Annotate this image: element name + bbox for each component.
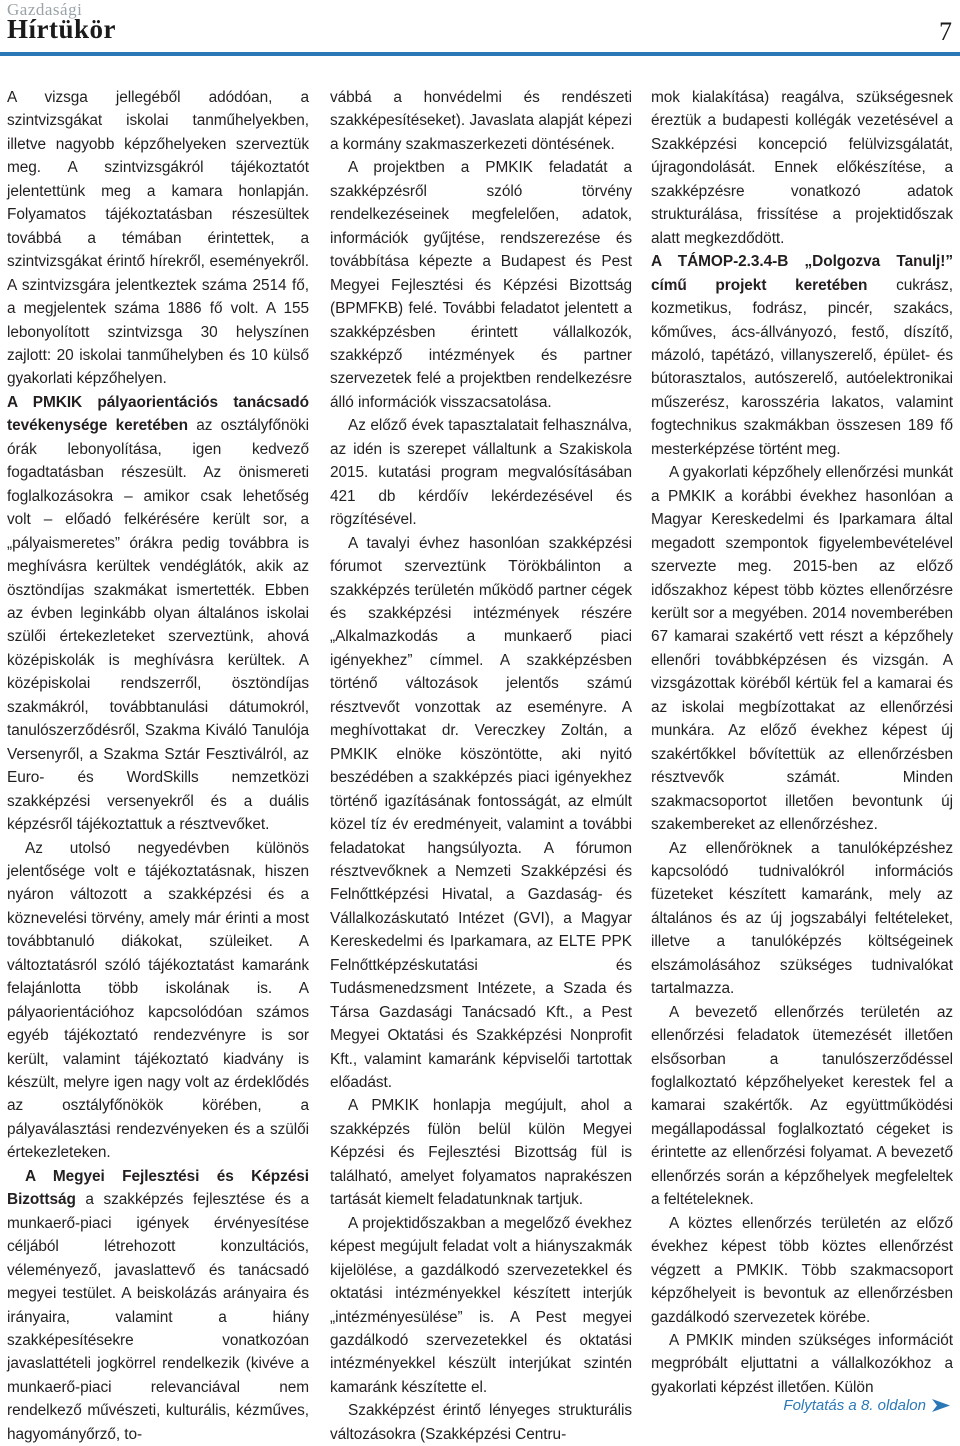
paragraph: A projektidőszakban a megelőző évekhez képest megújult feladat volt a hiányszakmák kijelölése, a gazdálkodó szervezetekkel és oktatási intézményekkel készített interjúk „intézményesülése” is. A Pest megyei gazdálkodó szervezetekkel és oktatási intézményekkel készült interjúkat szintén kamaránk készítette el. bbox=[330, 1214, 632, 1396]
paragraph: Az utolsó negyedévben különös jelentősége volt e tájékoztatásnak, hiszen nyáron változott a szakképzési és a köznevelési törvény, amely már érinti a most továbbtanuló diákokat, szüleiket. A változtatásról szóló tájékoztatást kamaránk felajánlotta több iskolának is. A pályaorientációhoz kapcsolódóan számos egyéb tájékoztató rendezvényre is sor került, valamint tájékoztató kiadvány is készült, melyre igen nagy volt az érdeklődés az osztályfőnökök körében, a pályaválasztási rendezvényeken és a szülői értekezleteken. bbox=[7, 839, 309, 1162]
paragraph: A projektben a PMKIK feladatát a szakképzésről szóló törvény rendelkezéseinek megfelelően, adatok, információk gyűjtése, rendszerezése és továbbítása képezte a Budapest és Pest Megyei Fejlesztési és Képzési Bizottság (BPMFKB) felé. További feladatot jelentett a szakképzésben érintett vállalkozók, szakképző intézmények és partner szervezetek felé a projektben rendelkezésre álló információk visszacsatolása. bbox=[330, 159, 632, 411]
paragraph: A vizsga jellegéből adódóan, a szintvizsgákat iskolai tanműhelyekben, illetve nagyobb képzőhelyeken szerveztük meg. A szintvizsgákról tájékoztatót jelentettünk meg a kamara honlapján. Folyamatos tájékoztatásban részesültek továbbá a témában érintettek, a szintvizsgákat érintő hírekről, eseményekről. A szintvizsgára jelentkeztek száma 2514 fő, a megjelentek száma 1886 fő volt. A 155 lebonyolított szintvizsga 30 helyszínen zajlott: 20 iskolai tanműhelyben és 10 külső gyakorlati képzőhelyen. bbox=[7, 89, 309, 388]
bold-lead: A Megyei Fejlesztési és Képzési Bizottság bbox=[7, 1167, 309, 1209]
paragraph: vábbá a honvédelmi és rendészeti szakképesítéseket). Javaslata alapját képezi a kormány szakmaszerkezeti döntésének. bbox=[330, 89, 632, 153]
newsletter-title: Hírtükör bbox=[7, 14, 116, 44]
paragraph: A PMKIK minden szükséges információt megpróbált eljuttatni a vállalkozókhoz a gyakorlati képzést illetően. Külön bbox=[651, 1332, 953, 1396]
paragraph: A köztes ellenőrzés területén az előző évekhez képest több köztes ellenőrzést végzett a PMKIK. Több szakmacsoport képzőhelyeit is bevontuk az ellenőrzésben gazdálkodó szervezetek körébe. bbox=[651, 1214, 953, 1326]
paragraph: A PMKIK honlapja megújult, ahol a szakképzés fülön belül külön Megyei Képzési és Fejlesztési Bizottság fül is található, amelyet folyamatos naprakészen tartását kiemelt feladatunknak tartjuk. bbox=[330, 1097, 632, 1209]
header-rule bbox=[0, 52, 960, 56]
continued-link[interactable] bbox=[783, 1397, 950, 1414]
column-1 bbox=[7, 86, 309, 1446]
paragraph: A tavalyi évhez hasonlóan szakképzési fórumot szerveztünk Törökbálinton a szakképzés területén működő partner cégek és szakképzési intézmények részére „Alkalmazkodás a munkaerő piaci igényekhez” címmel. A szakképzésben történő változások jelentős számú résztvevőt vonzottak az eseményre. A meghívottakat dr. Vereczkey Zoltán, a PMKIK elnöke köszöntötte, aki nyitó beszédében a szakképzés piaci igényekhez történő igazításának fontosságát, az elmúlt közel tíz év eredményeit, valamint a további feladatokat hangsúlyozta. A fórumon résztvevőknek a Nemzeti Szakképzési és Felnőttképzési Hivatal, a Gazdaság- és Vállalkozáskutató Intézet (GVI), a Magyar Kereskedelmi és Iparkamara, az ELTE PPK Felnőttképzéskutatási és Tudásmenedzsment Intézete, a Szada és Társa Gazdasági Tanácsadó Kft., a Pest Megyei Oktatási és Szakképzési Nonprofit Kft., valamint kamaránk képviselői tartottak előadást. bbox=[330, 534, 632, 1092]
page-number: 7 bbox=[939, 17, 952, 46]
paragraph: Az előző évek tapasztalatait felhasználva, az idén is szerepet vállaltunk a Szakiskola 2015. kutatási program megvalósításában 421 db kérdőív lekérdezésével és rögzítésével. bbox=[330, 417, 632, 529]
bold-lead: A PMKIK pályaorientációs tanácsadó tevékenysége keretében bbox=[7, 393, 309, 435]
paragraph: Szakképzést érintő lényeges strukturális változásokra (Szakképzési Centru- bbox=[330, 1402, 632, 1443]
column-2 bbox=[330, 86, 632, 1446]
paragraph: A bevezető ellenőrzés területén az ellenőrzési feladatok ütemezését illetően elsősorban a tanulószerződéssel foglalkoztató képzőhelyeket kerestek fel a kamarai szakértők. Az együttműködési megállapodással foglalkoztató cégeket is érintette az ellenőrzési folyamat. A bevezető ellenőrzés során a képzőhelyek megfeleltek a feltételeknek. bbox=[651, 1003, 953, 1209]
bold-lead: A TÁMOP-2.3.4-B „Dolgozva Tanulj!” című projekt keretében bbox=[651, 253, 953, 294]
paragraph-text: az osztályfőnöki órák lebonyolítása, igen kedvező fogadtatásban részesült. Az önismereti foglalkozásokra – amikor csak lehetőség volt – előadó felkérésére került sor, a „pályaismeretes” órákra pedig továbbra is meghívásra kerültek vendéglátók, akik az ösztöndíjas szakmákat ismertették. Ebben az évben leginkább olyan általános iskolai szülői értekezleteket szerveztünk, ahová középiskolák is meghívásra kerültek. A középiskolai rendszerről, ösztöndíjas szakmákról, továbbtanulási dátumokról, tanulószerződésről, Szakma Kiváló Tanulója Versenyről, a Szakma Sztár Fesztiválról, az Euro- és WordSkills nemzetközi szakképzési versenyekről és a duális képzésről tájékoztattuk a résztvevőket. bbox=[7, 417, 309, 834]
paragraph bbox=[651, 250, 953, 461]
paragraph-text: cukrász, kozmetikus, fodrász, pincér, szakács, kőműves, ács-állványozó, festő, díszítő, mázoló, tapétázó, villanyszerelő, épület- és bútorasztalos, autószerelő, autóelektronikai műszerész, karosszéria lakatos, valamint fogtechnikus szakmákban összesen 189 fő mesterképzése történt meg. bbox=[651, 276, 953, 458]
paragraph bbox=[7, 391, 309, 837]
paragraph-text: a szakképzés fejlesztése és a munkaerő-piaci igények érvényesítése céljából létrehozott konzultációs, véleményező, javaslattevő és tanácsadó megyei testület. A beiskolázás arányaira és irányaira, valamint a hiány szakképesítésekre vonatkozóan javaslattételi jogkörrel rendelkezik (kivéve a munkaerő-piaci relevanciával nem rendelkező művészeti, kulturális, kézműves, hagyományőrző, to- bbox=[7, 1191, 309, 1443]
paragraph bbox=[7, 1165, 309, 1446]
continued-text: Folytatás a 8. oldalon bbox=[783, 1397, 926, 1414]
paragraph: A gyakorlati képzőhely ellenőrzési munkát a PMKIK a korábbi évekhez hasonlóan a Magyar Kereskedelmi és Iparkamara által megadott szempontok figyelembevételével szervezte meg. 2015-ben az előző időszakhoz képest több köztes ellenőrzésre került sor a megyében. 2014 novemberében 67 kamarai szakértő vett részt a képzőhely ellenőri továbbképzésen és vizsgán. A vizsgázottak köréből kértük fel a kamarai és az iskolai megbízottakat az ellenőrzési munkára. Az előző évekhez képest új szakértőkkel bővítettük az ellenőrzésben résztvevők számát. Minden szakmacsoportot illetően bevontunk új szakembereket az ellenőrzéshez. bbox=[651, 464, 953, 834]
column-3 bbox=[651, 86, 953, 1399]
page-header bbox=[0, 0, 960, 62]
section-kicker: Gazdasági bbox=[7, 0, 83, 19]
paragraph: mok kialakítása) reagálva, szükségesnek éreztük a budapesti kollégák vezetésével a Szakképzési koncepció felülvizsgálatát, újragondolását. Ennek előkészítése, a szakképzésre vonatkozó adatok strukturálása, frissítése a projektidőszak alatt megkezdődött. bbox=[651, 89, 953, 247]
arrow-right-icon bbox=[932, 1399, 950, 1412]
paragraph: Az ellenőröknek a tanulóképzéshez kapcsolódó tudnivalókról információs füzeteket készített kamaránk, mely az általános és az új jogszabályi feltételeket, illetve a tanulóképzés költségeinek elszámolásához szükséges tudnivalókat tartalmazza. bbox=[651, 839, 953, 998]
